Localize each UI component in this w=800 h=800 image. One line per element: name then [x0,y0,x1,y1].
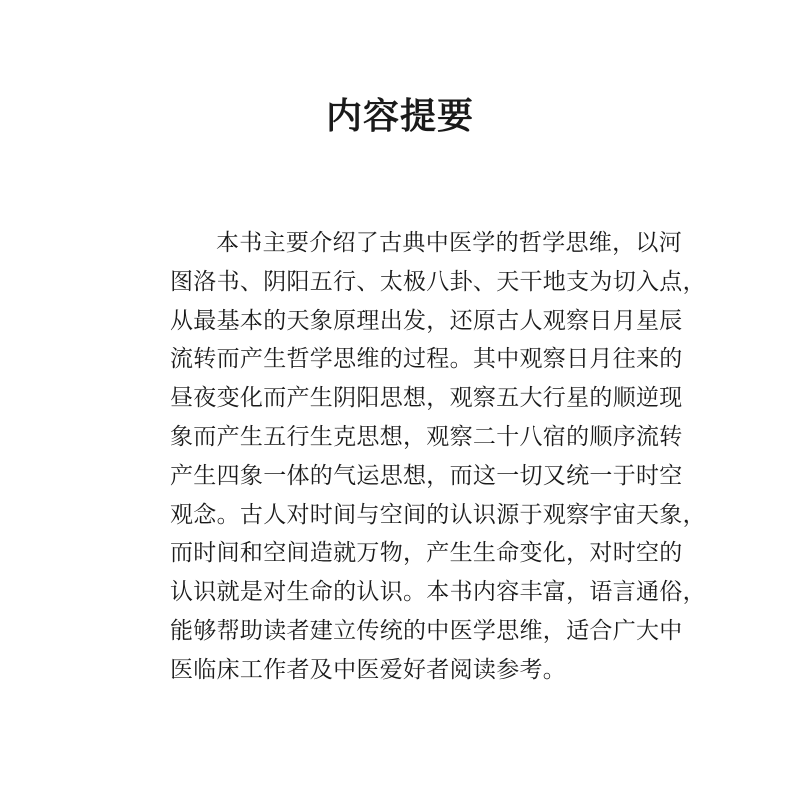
text-line: 医临床工作者及中医爱好者阅读参考。 [170,656,567,683]
text-line: 产生四象一体的气运思想，而这一切又统一于时空 [170,462,683,489]
text-line: 观念。古人对时间与空间的认识源于观察宇宙天象， [170,501,706,528]
text-line: 能够帮助读者建立传统的中医学思维，适合广大中 [170,617,683,644]
text-line: 本书主要介绍了古典中医学的哲学思维，以河 [216,230,682,256]
text-line: 象而产生五行生克思想，观察二十八宿的顺序流转 [170,423,683,450]
text-line: 流转而产生哲学思维的过程。其中观察日月往来的 [170,346,683,373]
text-line: 图洛书、阴阳五行、太极八卦、天干地支为切入点， [170,268,706,295]
text-line: 昼夜变化而产生阴阳思想，观察五大行星的顺逆现 [170,385,683,412]
text-line: 而时间和空间造就万物，产生生命变化，对时空的 [170,540,683,567]
summary-paragraph [170,224,706,690]
text-line: 从最基本的天象原理出发，还原古人观察日月星辰 [170,307,683,334]
page-title: 内容提要 [325,95,474,137]
text-line: 认识就是对生命的认识。本书内容丰富，语言通俗， [170,579,706,606]
